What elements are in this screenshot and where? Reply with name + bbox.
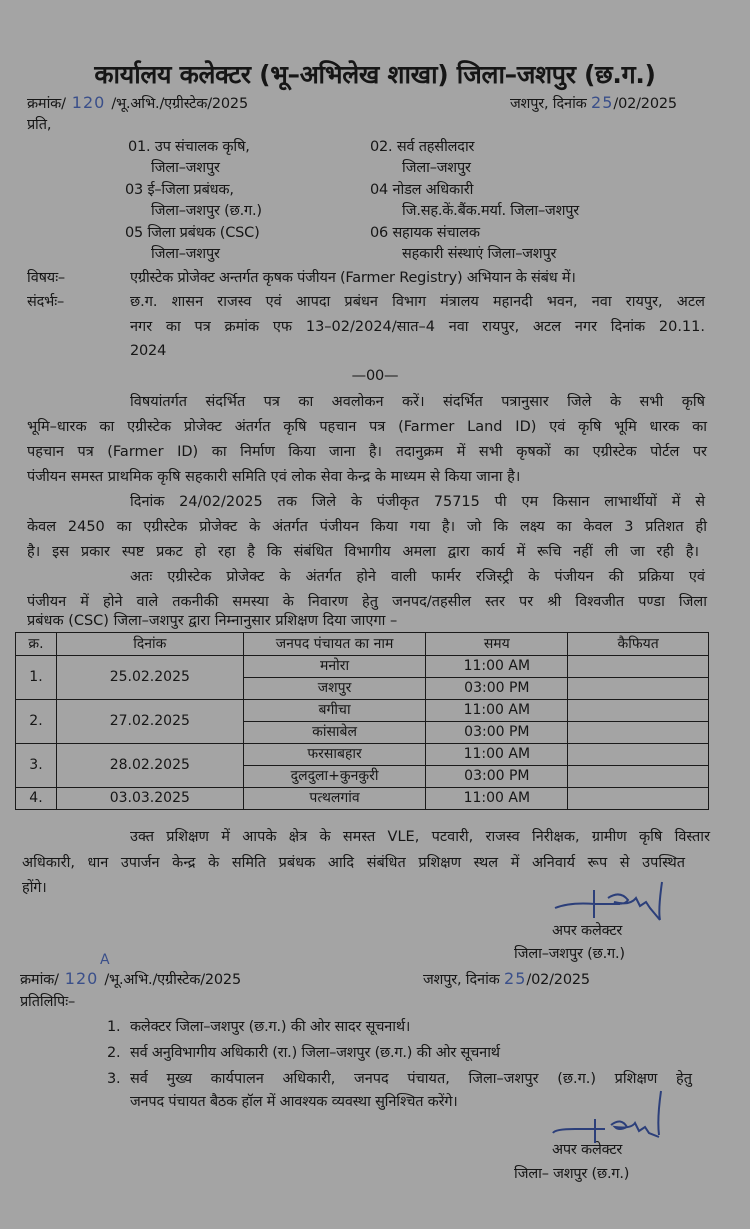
copy-label: प्रतिलिपिः– <box>20 994 76 1010</box>
copy-date <box>423 970 590 989</box>
recipient-5-line1: 05 जिला प्रबंधक (CSC) <box>125 225 260 241</box>
recipient-1-line1: 01. उप संचालक कृषि, <box>128 139 250 155</box>
page-title: कार्यालय कलेक्टर (भू–अभिलेख शाखा) जिला–जशपुर (छ.ग.) <box>94 60 656 89</box>
cell-panchayat: दुलदुला+कुनकुरी <box>243 766 426 788</box>
table-row <box>16 744 709 766</box>
recipient-4-line1: 04 नोडल अधिकारी <box>370 182 474 198</box>
training-schedule-table <box>15 632 709 810</box>
copy-item-2-text: सर्व अनुविभागीय अधिकारी (रा.) जिला–जशपुर (छ.ग.) की ओर सूचनार्थ <box>130 1045 500 1061</box>
subject-text: एग्रीस्टेक प्रोजेक्ट अन्तर्गत कृषक पंजीयन (Farmer Registry) अभियान के संबंध में। <box>130 270 576 286</box>
recipient-2-line1: 02. सर्व तहसीलदार <box>370 139 475 155</box>
date-day-handwritten: 25 <box>591 93 614 112</box>
header-date: दिनांक <box>56 633 243 656</box>
copy-item-1-text: कलेक्टर जिला–जशपुर (छ.ग.) की ओर सादर सूचनार्थ। <box>130 1019 411 1035</box>
copy-ref-number-handwritten: 120 <box>64 969 99 988</box>
reference-line-3: 2024 <box>130 343 167 359</box>
recipient-3-line1: 03 ई–जिला प्रबंधक, <box>125 182 234 198</box>
signature-2-icon <box>545 1083 675 1143</box>
para3-line3: प्रबंधक (CSC) जिला–जशपुर द्वारा निम्नानुसार प्रशिक्षण दिया जाएगा – <box>27 613 398 629</box>
para1-line2: भूमि–धारक का एग्रीस्टेक प्रोजेक्ट अंतर्गत कृषि पहचान पत्र (Farmer Land ID) एवं कृषि भूमि धारक का <box>27 419 707 435</box>
cell-remark <box>568 766 709 788</box>
recipient-6-line1: 06 सहायक संचालक <box>370 225 480 241</box>
signature-2-designation: अपर कलेक्टर <box>552 1142 623 1158</box>
cell-remark <box>568 744 709 766</box>
letter-date <box>510 94 677 113</box>
ref-number-handwritten: 120 <box>71 93 106 112</box>
cell-time: 11:00 AM <box>426 656 568 678</box>
cell-panchayat: बगीचा <box>243 700 426 722</box>
table-header-row <box>16 633 709 656</box>
header-panchayat: जनपद पंचायत का नाम <box>243 633 426 656</box>
cell-panchayat: फरसाबहार <box>243 744 426 766</box>
reference-line-2: नगर का पत्र क्रमांक एफ 13–02/2024/सात–4 नवा रायपुर, अटल नगर दिनांक 20.11. <box>130 319 705 335</box>
ref-prefix: क्रमांक/ <box>27 96 66 112</box>
recipient-2-line2: जिला–जशपुर <box>402 160 471 176</box>
header-time: समय <box>426 633 568 656</box>
para1-line3: पहचान पत्र (Farmer ID) का निर्माण किया जाना है। तदानुक्रम में सभी कृषकों का एग्रीस्टेक पोर्टल पर <box>27 444 707 460</box>
para2-line1: दिनांक 24/02/2025 तक जिले के पंजीकृत 75715 पी एम किसान लाभार्थीयों में से <box>130 494 705 510</box>
table-row <box>16 788 709 810</box>
recipient-1-line2: जिला–जशपुर <box>151 160 220 176</box>
copy-item-3-line2: जनपद पंचायत बैठक हॉल में आवश्यक व्यवस्था सुनिश्चित करेंगे। <box>130 1094 458 1110</box>
para1-line4: पंजीयन समस्त प्राथमिक कृषि सहकारी समिति एवं लोक सेवा केन्द्र के माध्यम से किया जाना है। <box>27 469 521 485</box>
cell-panchayat: जशपुर <box>243 678 426 700</box>
cell-time: 03:00 PM <box>426 678 568 700</box>
recipient-5-line2: जिला–जशपुर <box>151 246 220 262</box>
to-label: प्रति, <box>27 117 52 133</box>
copy-place-date-prefix: जशपुर, दिनांक <box>423 972 500 988</box>
place-date-prefix: जशपुर, दिनांक <box>510 96 587 112</box>
signature-1-office: जिला–जशपुर (छ.ग.) <box>514 946 625 962</box>
para2-line2: केवल 2450 का एग्रीस्टेक प्रोजेक्ट के अंतर्गत पंजीयन किया गया है। जो कि लक्ष्य का केवल 3 प्रतिशत ही <box>27 519 707 535</box>
reference-label: संदर्भः– <box>27 294 65 310</box>
cell-remark <box>568 722 709 744</box>
cell-remark <box>568 700 709 722</box>
reference-line-1: छ.ग. शासन राजस्व एवं आपदा प्रबंधन विभाग मंत्रालय महानदी भवन, नवा रायपुर, अटल <box>130 294 705 310</box>
copy-reference-number <box>20 970 241 989</box>
cell-time: 03:00 PM <box>426 766 568 788</box>
cell-date: 27.02.2025 <box>56 700 243 744</box>
cell-remark <box>568 656 709 678</box>
copy-ref-prefix: क्रमांक/ <box>20 972 59 988</box>
closing-line2: अधिकारी, धान उपार्जन केन्द्र के समिति प्रबंधक आदि संबंधित प्रशिक्षण स्थल में अनिवार्य रूप से उपस्थित <box>22 855 685 871</box>
cell-time: 11:00 AM <box>426 788 568 810</box>
separator: —00— <box>351 368 399 384</box>
para2-line3: है। इस प्रकार स्पष्ट प्रकट हो रहा है कि संबंधित विभागीय अमला द्वारा कार्य में रूचि नहीं ली जा रही है। <box>27 544 699 560</box>
para1-line1: विषयांतर्गत संदर्भित पत्र का अवलोकन करें। संदर्भित पत्रानुसार जिले के सभी कृषि <box>130 394 705 410</box>
copy-item-1-num: 1. <box>107 1019 121 1035</box>
cell-remark <box>568 788 709 810</box>
copy-item-3-line1: सर्व मुख्य कार्यपालन अधिकारी, जनपद पंचायत, जिला–जशपुर (छ.ग.) प्रशिक्षण हेतु <box>130 1071 692 1087</box>
cell-sn: 2. <box>16 700 57 744</box>
cell-remark <box>568 678 709 700</box>
signature-1-designation: अपर कलेक्टर <box>552 923 623 939</box>
copy-date-day-handwritten: 25 <box>504 969 527 988</box>
closing-line3: होंगे। <box>22 880 47 896</box>
recipient-3-line2: जिला–जशपुर (छ.ग.) <box>151 203 262 219</box>
copy-ref-suffix: /भू.अभि./एग्रीस्टेक/2025 <box>104 972 241 988</box>
para3-line2: पंजीयन में होने वाले तकनीकी समस्या के निवारण हेतु जनपद/तहसील स्तर पर श्री विश्वजीत पण्डा जिला <box>27 594 707 610</box>
subject-label: विषयः– <box>27 270 65 286</box>
cell-panchayat: पत्थलगांव <box>243 788 426 810</box>
cell-date: 03.03.2025 <box>56 788 243 810</box>
cell-time: 11:00 AM <box>426 700 568 722</box>
cell-date: 28.02.2025 <box>56 744 243 788</box>
date-rest: /02/2025 <box>613 96 677 112</box>
cell-sn: 4. <box>16 788 57 810</box>
signature-2-office: जिला– जशपुर (छ.ग.) <box>514 1166 630 1182</box>
table-row <box>16 656 709 678</box>
para3-line1: अतः एग्रीस्टेक प्रोजेक्ट के अंतर्गत होने वाली फार्मर रजिस्ट्री के पंजीयन की प्रक्रिया एवं <box>130 569 705 585</box>
recipient-6-line2: सहकारी संस्थाएं जिला–जशपुर <box>402 246 557 262</box>
table-row <box>16 700 709 722</box>
cell-panchayat: कांसाबेल <box>243 722 426 744</box>
header-sn: क्र. <box>16 633 57 656</box>
copy-item-3-num: 3. <box>107 1071 121 1087</box>
cell-time: 03:00 PM <box>426 722 568 744</box>
cell-sn: 3. <box>16 744 57 788</box>
header-remark: कैफियत <box>568 633 709 656</box>
recipient-4-line2: जि.सह.कें.बैंक.मर्या. जिला–जशपुर <box>402 203 579 219</box>
closing-line1: उक्त प्रशिक्षण में आपके क्षेत्र के समस्त VLE, पटवारी, राजस्व निरीक्षक, ग्रामीण कृषि विस्तार <box>130 829 710 845</box>
cell-panchayat: मनोरा <box>243 656 426 678</box>
ref-suffix: /भू.अभि./एग्रीस्टेक/2025 <box>111 96 248 112</box>
cell-time: 11:00 AM <box>426 744 568 766</box>
copy-item-2-num: 2. <box>107 1045 121 1061</box>
copy-date-rest: /02/2025 <box>526 972 590 988</box>
reference-number <box>27 94 248 113</box>
cell-date: 25.02.2025 <box>56 656 243 700</box>
cell-sn: 1. <box>16 656 57 700</box>
ref-mark-handwritten: A <box>100 952 111 968</box>
